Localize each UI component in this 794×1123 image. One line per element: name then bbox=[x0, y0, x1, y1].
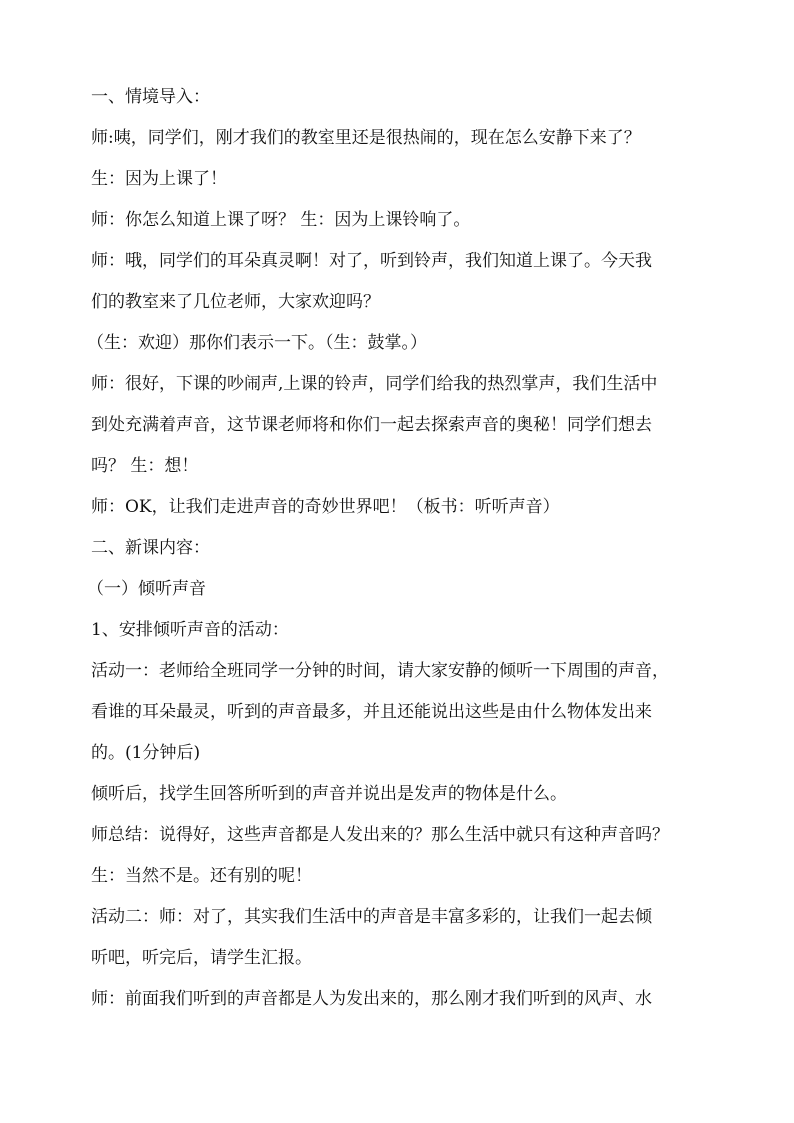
paragraph-line: 生：当然不是。还有别的呢！ bbox=[91, 866, 312, 886]
paragraph-line: 师：哦，同学们的耳朵真灵啊！对了，听到铃声，我们知道上课了。今天我 bbox=[91, 251, 652, 271]
paragraph-line: 师总结：说得好，这些声音都是人发出来的？那么生活中就只有这种声音吗？ bbox=[91, 825, 669, 845]
paragraph-line: 倾听后，找学生回答所听到的声音并说出是发声的物体是什么。 bbox=[91, 784, 567, 804]
paragraph-line: 到处充满着声音，这节课老师将和你们一起去探索声音的奥秘！同学们想去 bbox=[91, 415, 652, 435]
paragraph-line: 生：因为上课了！ bbox=[91, 169, 227, 189]
paragraph-line: 活动一：老师给全班同学一分钟的时间，请大家安静的倾听一下周围的声音， bbox=[91, 661, 669, 681]
paragraph-line: 看谁的耳朵最灵，听到的声音最多，并且还能说出这些是由什么物体发出来 bbox=[91, 702, 652, 722]
paragraph-line: 师：前面我们听到的声音都是人为发出来的，那么刚才我们听到的风声、水 bbox=[91, 989, 652, 1009]
paragraph-line: （生：欢迎）那你们表示一下。（生：鼓掌。） bbox=[87, 333, 427, 353]
paragraph-line: 活动二：师：对了，其实我们生活中的声音是丰富多彩的，让我们一起去倾 bbox=[91, 907, 652, 927]
list-heading-activities: 1、安排倾听声音的活动： bbox=[91, 620, 289, 640]
paragraph-line: 们的教室来了几位老师，大家欢迎吗？ bbox=[91, 292, 380, 312]
paragraph-line: 师:咦，同学们，刚才我们的教室里还是很热闹的，现在怎么安静下来了？ bbox=[91, 128, 641, 148]
paragraph-line: 听吧，听完后，请学生汇报。 bbox=[91, 948, 312, 968]
paragraph-line: 师：很好，下课的吵闹声,上课的铃声，同学们给我的热烈掌声，我们生活中 bbox=[91, 374, 658, 394]
subsection-heading-listen: （一）倾听声音 bbox=[87, 579, 206, 599]
document-body bbox=[87, 82, 751, 1025]
paragraph-line: 师：你怎么知道上课了呀？ 生：因为上课铃响了。 bbox=[91, 210, 471, 230]
paragraph-line: 吗？ 生：想！ bbox=[91, 456, 199, 476]
paragraph-line: 师：OK，让我们走进声音的奇妙世界吧！（板书：听听声音） bbox=[91, 497, 560, 517]
section-heading-new-content: 二、新课内容： bbox=[91, 538, 210, 558]
paragraph-line: 的。(1分钟后) bbox=[91, 743, 201, 763]
section-heading-intro: 一、情境导入： bbox=[91, 87, 210, 107]
